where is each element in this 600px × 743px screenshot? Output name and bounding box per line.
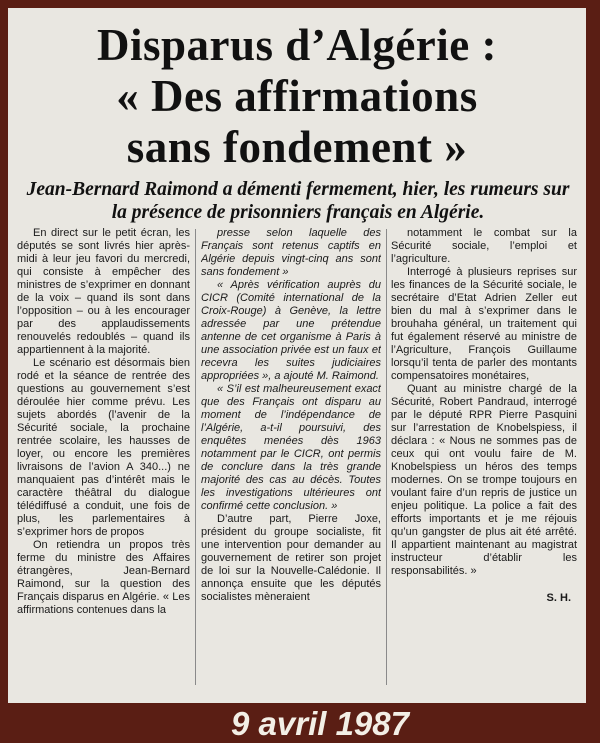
newspaper-clipping: [8, 8, 586, 703]
author-signature: S. H.: [546, 592, 571, 604]
frame-right-border: [586, 0, 600, 703]
paragraph: Le scénario est désormais bien rodé et la séance de rentrée des questions au gouvernement s’est déroulée hier comme prévu. Les sujets abordés (l’avenir de la Sécurité sociale, la prochaine rentrée scolaire, les hausses de loyer, ou encore les premières livraisons de l’avion A 340...) ne manquaient pas d’intérêt mais le caractère théâtral du dialogue télédiffusé a conduit, une fois de plus, les parlementaires à s’exprimer hors de propos: [17, 357, 190, 538]
paragraph: « Après vérification auprès du CICR (Comité international de la Croix-Rouge) à Genève, la lettre adressée par une prétendue antenne de cet organisme à Paris à une association privée est un faux et recevra les suites judiciaires appropriées », a ajouté M. Raimond.: [201, 279, 381, 382]
standfirst: Jean-Bernard Raimond a démenti fermement, hier, les rumeurs sur la présence de prisonniers français en Algérie.: [26, 179, 570, 223]
paragraph: « S’il est malheureusement exact que des Français ont disparu au moment de l’indépendance de l’Algérie, a-t-il poursuivi, des enquêtes menées dès 1963 notamment par le CICR, ont permis de conclure dans la très grande majorité des cas au décès. Toutes les investigations ultérieures ont confirmé cette conclusion. »: [201, 383, 381, 512]
headline-line-1: Disparus d’Algérie :: [97, 20, 497, 70]
paragraph: presse selon laquelle des Français sont retenus captifs en Algérie depuis vingt-cinq ans sont sans fondement »: [201, 227, 381, 278]
frame-left-border: [0, 0, 8, 703]
paragraph: notamment le combat sur la Sécurité sociale, l’emploi et l’agriculture.: [391, 227, 577, 265]
paragraph: Interrogé à plusieurs reprises sur les finances de la Sécurité sociale, le secrétaire d’Etat Adrien Zeller eut bien du mal à s’exprimer dans le brouhaha général, un traitement qui fut également réservé au ministre de l’Agriculture, François Guillaume lorsqu’il tenta de parler des montants compensatoires monétaires,: [391, 266, 577, 382]
paragraph: On retiendra un propos très ferme du ministre des Affaires étrangères, Jean-Bernard Raimond, sur la question des Français disparus en Algérie. « Les affirmations contenues dans la: [17, 539, 190, 616]
article-column-2: [201, 227, 381, 687]
paragraph: En direct sur le petit écran, les députés se sont livrés hier après-midi à leur jeu favori du mercredi, qui consiste à empêcher des ministres de s’exprimer en donnant de la voix – quand ils sont dans l’opposition – ou à les encourager par des applaudissements renouvelés redoublés – quand ils appartiennent à la majorité.: [17, 227, 190, 356]
date-banner: [0, 703, 600, 743]
column-divider: [195, 229, 196, 685]
paragraph: D’autre part, Pierre Joxe, président du groupe socialiste, fit une intervention pour demander au gouvernement de retirer son projet de loi sur la Nouvelle-Calédonie. Il annonça ensuite que les députés socialistes mèneraient: [201, 513, 381, 603]
paragraph: Quant au ministre chargé de la Sécurité, Robert Pandraud, interrogé par le député RPR Pierre Pasquini sur l’arrestation de Knobelspiess, il déclara : « Nous ne sommes pas de ceux qui ont voulu faire de M. Knobelspiess un héros des temps modernes. On se trompe toujours en voulant faire d’un repris de justice un enjeu politique. La police a fait des efforts importants et je me réjouis qu’un gangster de plus ait été arrêté. Il appartient maintenant au magistrat instructeur d’établir les responsabilités. »: [391, 383, 577, 577]
article-column-3: [391, 227, 577, 687]
article-body: [17, 227, 578, 687]
publication-date: 9 avril 1987: [231, 705, 409, 742]
article-column-1: [17, 227, 190, 687]
headline-line-3: sans fondement »: [126, 122, 468, 172]
frame-top-border: [0, 0, 600, 8]
headline: [8, 20, 586, 173]
column-divider: [386, 229, 387, 685]
headline-line-2: « Des affirmations: [116, 71, 478, 121]
